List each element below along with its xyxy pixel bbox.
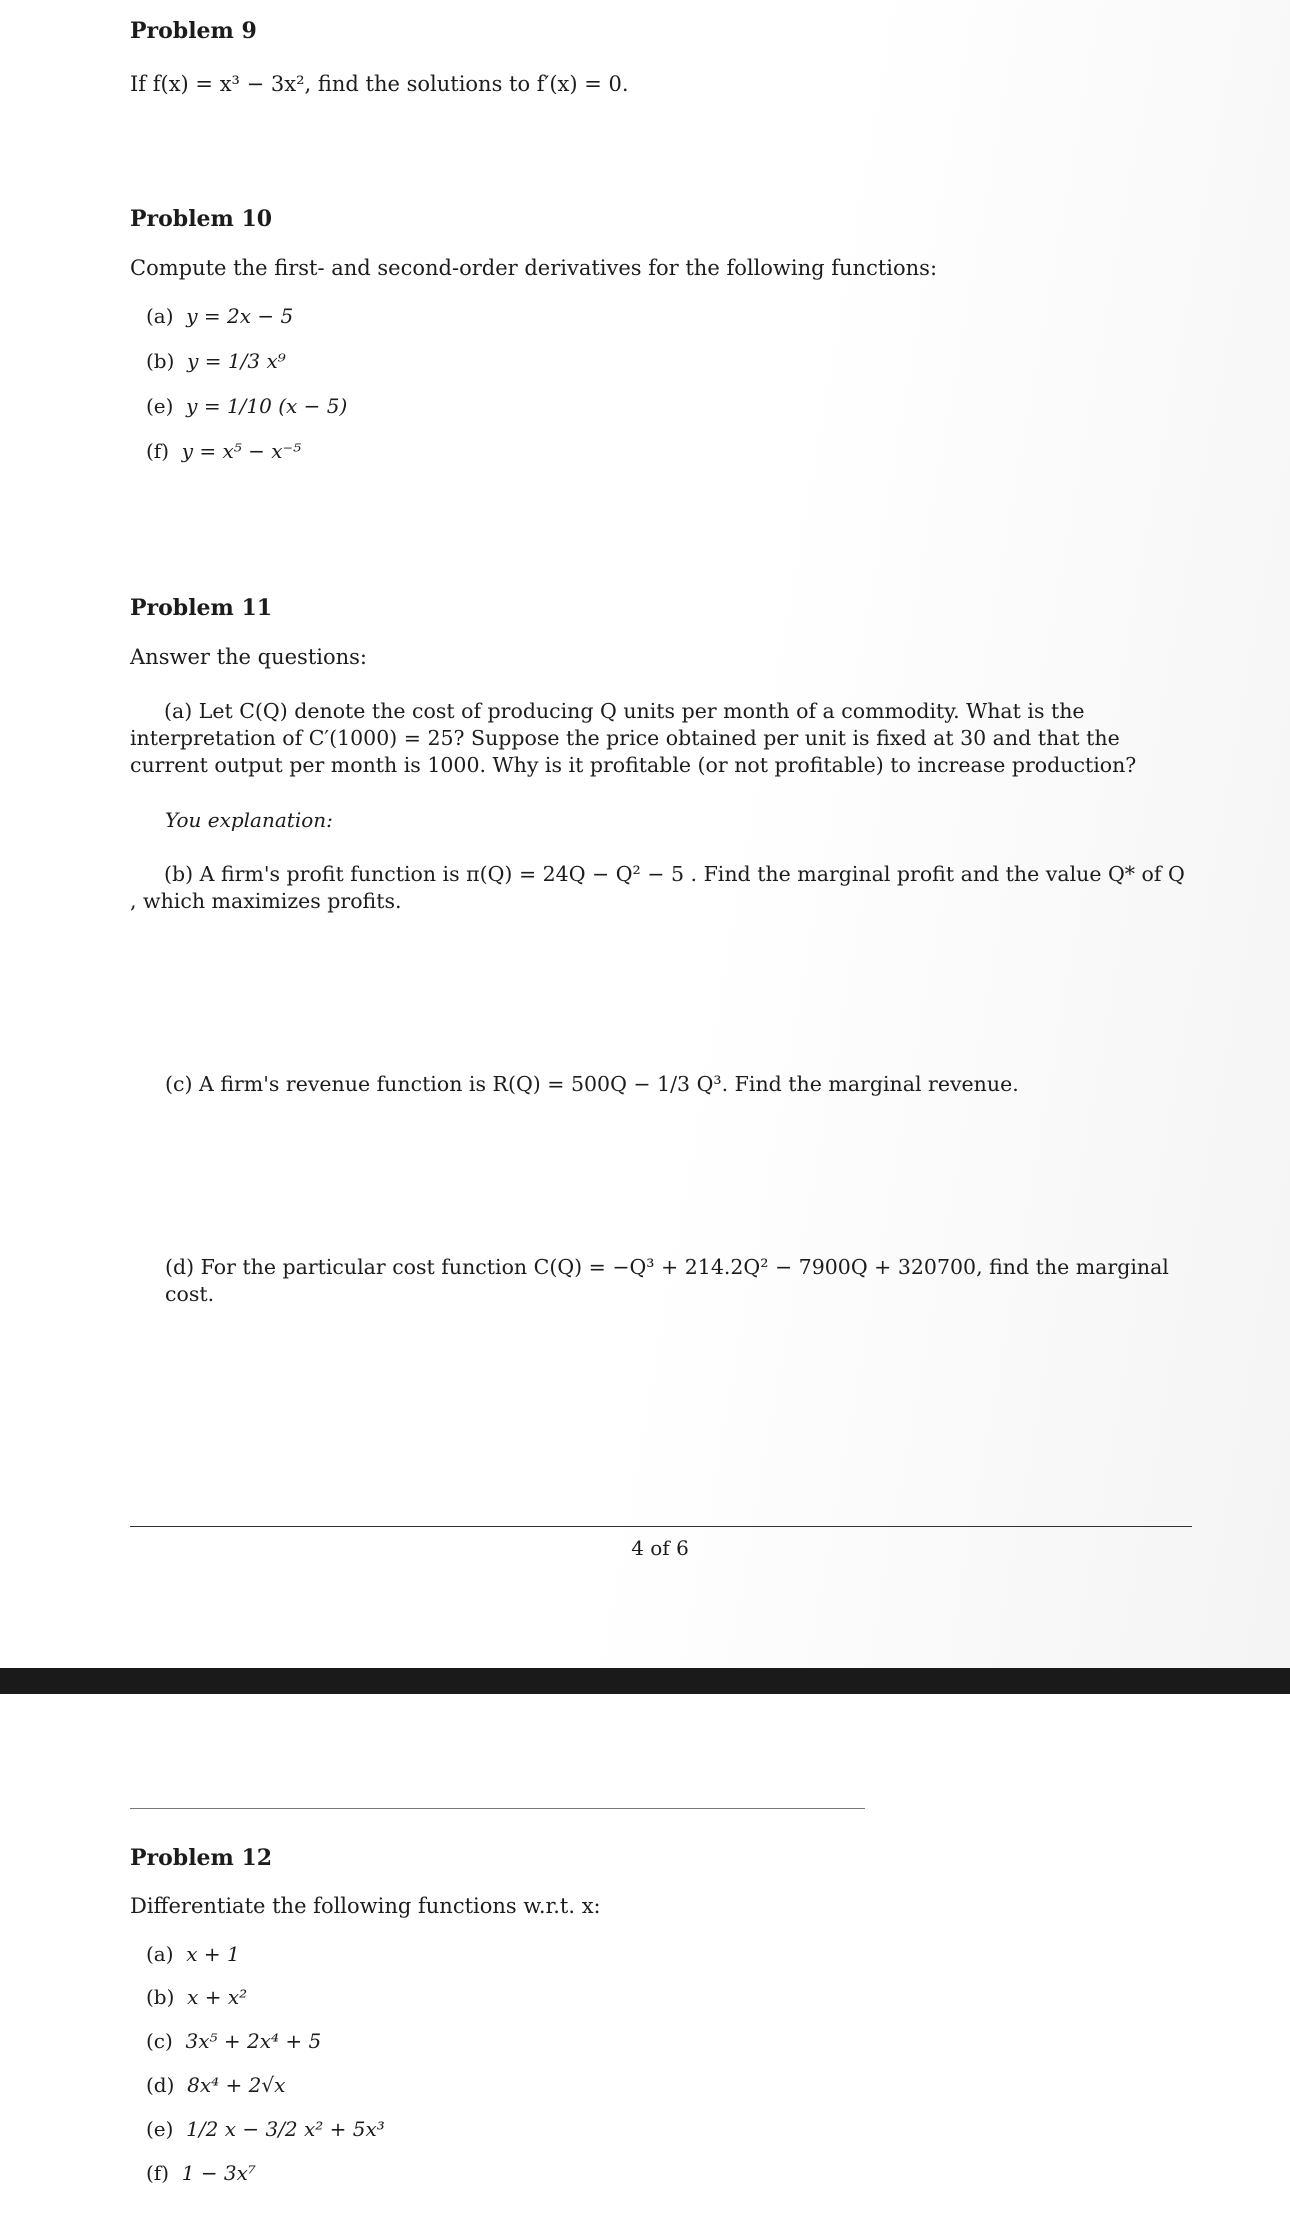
item-expression: y = 1/3 x⁹ — [187, 349, 286, 373]
item-label: (e) — [146, 394, 174, 418]
item-label: (f) — [146, 2161, 170, 2185]
problem-12-item-b — [146, 1985, 247, 2009]
item-label: (a) — [146, 1942, 174, 1966]
footer-rule — [130, 1526, 1192, 1527]
problem-10-item-b — [146, 349, 286, 373]
header-rule — [130, 1808, 865, 1809]
item-expression: y = 2x − 5 — [186, 304, 294, 328]
problem-11-intro: Answer the questions: — [130, 645, 367, 669]
item-label: (f) — [146, 439, 170, 463]
explanation-label: You explanation: — [165, 808, 333, 832]
problem-12-item-e — [146, 2117, 385, 2141]
problem-12-item-c — [146, 2029, 321, 2053]
problem-11-part-d: (d) For the particular cost function C(Q) = −Q³ + 214.2Q² − 7900Q + 320700, find the marginal cost. — [165, 1255, 1169, 1306]
problem-9-heading: Problem 9 — [130, 18, 257, 44]
item-expression: x + 1 — [186, 1942, 240, 1966]
problem-12-item-a — [146, 1942, 240, 1966]
page-separator-bar — [0, 1668, 1290, 1694]
item-label: (c) — [146, 2029, 173, 2053]
problem-12-heading: Problem 12 — [130, 1845, 273, 1871]
item-label: (b) — [146, 349, 175, 373]
problem-11-part-a: (a) Let C(Q) denote the cost of producing Q units per month of a commodity. What is the interpretation of C′(1000) = 25? Suppose the price obtained per unit is fixed at 30 and that the current output per month is 1000. Why is it profitable (or not profitable) to increase production? — [130, 699, 1137, 777]
item-expression: y = x⁵ − x⁻⁵ — [181, 439, 302, 463]
item-label: (d) — [146, 2073, 175, 2097]
item-label: (e) — [146, 2117, 174, 2141]
item-expression: 3x⁵ + 2x⁴ + 5 — [185, 2029, 322, 2053]
problem-10-item-e — [146, 394, 347, 418]
problem-11-part-b: (b) A firm's profit function is π(Q) = 24Q − Q² − 5 . Find the marginal profit and the value Q* of Q , which maximizes profits. — [130, 862, 1185, 913]
page-number: 4 of 6 — [631, 1536, 689, 1560]
item-expression: 1/2 x − 3/2 x² + 5x³ — [186, 2117, 385, 2141]
problem-10-item-f — [146, 439, 301, 463]
problem-12-item-d — [146, 2073, 285, 2097]
problem-9-text: If f(x) = x³ − 3x², find the solutions to f′(x) = 0. — [130, 72, 629, 96]
problem-12-item-f — [146, 2161, 256, 2185]
item-expression: 8x⁴ + 2√x — [187, 2073, 286, 2097]
item-expression: y = 1/10 (x − 5) — [186, 394, 348, 418]
problem-10-item-a — [146, 304, 293, 328]
item-expression: x + x² — [187, 1985, 248, 2009]
item-label: (b) — [146, 1985, 175, 2009]
problem-10-intro: Compute the first- and second-order derivatives for the following functions: — [130, 256, 938, 280]
problem-10-heading: Problem 10 — [130, 206, 273, 232]
problem-11-heading: Problem 11 — [130, 595, 273, 621]
item-label: (a) — [146, 304, 174, 328]
problem-11-part-c: (c) A firm's revenue function is R(Q) = 500Q − 1/3 Q³. Find the marginal revenue. — [165, 1072, 1019, 1096]
item-expression: 1 − 3x⁷ — [181, 2161, 256, 2185]
problem-12-intro: Differentiate the following functions w.r.t. x: — [130, 1894, 601, 1918]
